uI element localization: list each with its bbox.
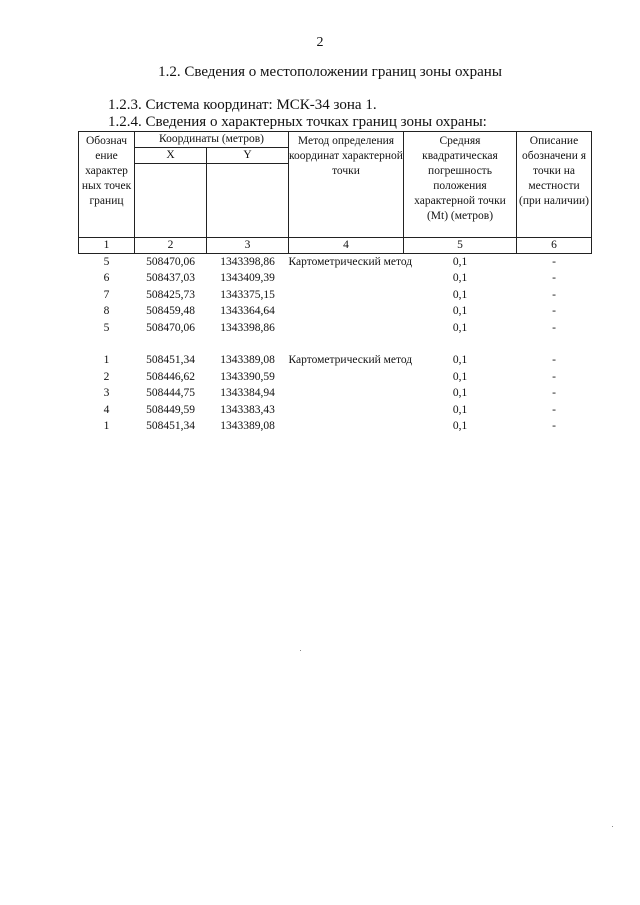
coord-y: 1343375,15 <box>220 288 275 301</box>
point-id: 5 <box>103 321 110 334</box>
coordinate-system-line: 1.2.3. Система координат: МСК-34 зона 1. <box>108 97 377 113</box>
description-value: - <box>552 305 556 318</box>
table-row <box>79 254 592 271</box>
method-cell: Картометрический метод <box>288 354 413 367</box>
coord-y: 1343398,86 <box>220 256 275 268</box>
coord-y: 1343383,43 <box>220 403 275 416</box>
section-title: 1.2. Сведения о местоположении границ зоны охраны <box>158 64 502 80</box>
description-value: - <box>552 419 556 432</box>
error-value: 0,1 <box>452 419 468 432</box>
column-number: 2 <box>135 238 207 254</box>
point-id: 5 <box>103 256 110 268</box>
group-spacer <box>79 336 592 352</box>
error-value: 0,1 <box>452 256 468 268</box>
header-y-spacer <box>207 164 289 238</box>
boundary-points-table <box>78 131 592 434</box>
error-value: 0,1 <box>452 354 468 367</box>
point-id: 2 <box>103 370 110 383</box>
description-value: - <box>552 272 556 285</box>
coord-x: 508470,06 <box>146 321 195 334</box>
header-coordinates: Координаты (метров) <box>135 132 289 148</box>
column-number: 4 <box>289 238 404 254</box>
description-value: - <box>552 288 556 301</box>
point-id: 1 <box>103 354 110 367</box>
header-method: Метод определения координат характерной точки <box>289 132 404 238</box>
point-id: 6 <box>103 272 110 285</box>
description-value: - <box>552 354 556 367</box>
error-value: 0,1 <box>452 272 468 285</box>
coord-x: 508451,34 <box>146 419 195 432</box>
header-error: Средняя квадратическая погрешность положения характерной точки (Mt) (метров) <box>404 132 517 238</box>
coord-y: 1343364,64 <box>220 305 275 318</box>
description-value: - <box>552 256 556 268</box>
description-value: - <box>552 403 556 416</box>
scan-speck <box>612 826 613 827</box>
coord-y: 1343389,08 <box>220 419 275 432</box>
coord-x: 508446,62 <box>146 370 195 383</box>
coord-x: 508459,48 <box>146 305 195 318</box>
point-id: 1 <box>103 419 110 432</box>
error-value: 0,1 <box>452 370 468 383</box>
column-number: 1 <box>79 238 135 254</box>
column-number: 3 <box>207 238 289 254</box>
description-value: - <box>552 387 556 400</box>
point-id: 3 <box>103 387 110 400</box>
header-x: X <box>135 148 207 164</box>
coord-x: 508425,73 <box>146 288 195 301</box>
header-y: Y <box>207 148 289 164</box>
column-number: 6 <box>517 238 592 254</box>
header-x-spacer <box>135 164 207 238</box>
coord-y: 1343390,59 <box>220 370 275 383</box>
error-value: 0,1 <box>452 387 468 400</box>
page-number: 2 <box>316 35 324 50</box>
point-id: 4 <box>103 403 110 416</box>
error-value: 0,1 <box>452 305 468 318</box>
description-value: - <box>552 321 556 334</box>
header-description: Описание обозначени я точки на местности (при наличии) <box>517 132 592 238</box>
coord-y: 1343384,94 <box>220 387 275 400</box>
coord-x: 508444,75 <box>146 387 195 400</box>
coord-y: 1343389,08 <box>220 354 275 367</box>
coord-y: 1343398,86 <box>220 321 275 334</box>
column-number: 5 <box>404 238 517 254</box>
method-cell: Картометрический метод <box>288 256 413 268</box>
header-point-designation: Обознач ение характер ных точек границ <box>79 132 135 238</box>
point-id: 7 <box>103 288 110 301</box>
table-row <box>79 352 592 368</box>
points-info-line: 1.2.4. Сведения о характерных точках границ зоны охраны: <box>108 114 487 130</box>
error-value: 0,1 <box>452 321 468 334</box>
coord-x: 508437,03 <box>146 272 195 285</box>
error-value: 0,1 <box>452 288 468 301</box>
coord-y: 1343409,39 <box>220 272 275 285</box>
description-value: - <box>552 370 556 383</box>
coord-x: 508470,06 <box>146 256 195 268</box>
point-id: 8 <box>103 305 110 318</box>
coord-x: 508451,34 <box>146 354 195 367</box>
coord-x: 508449,59 <box>146 403 195 416</box>
error-value: 0,1 <box>452 403 468 416</box>
scan-speck <box>300 650 301 651</box>
